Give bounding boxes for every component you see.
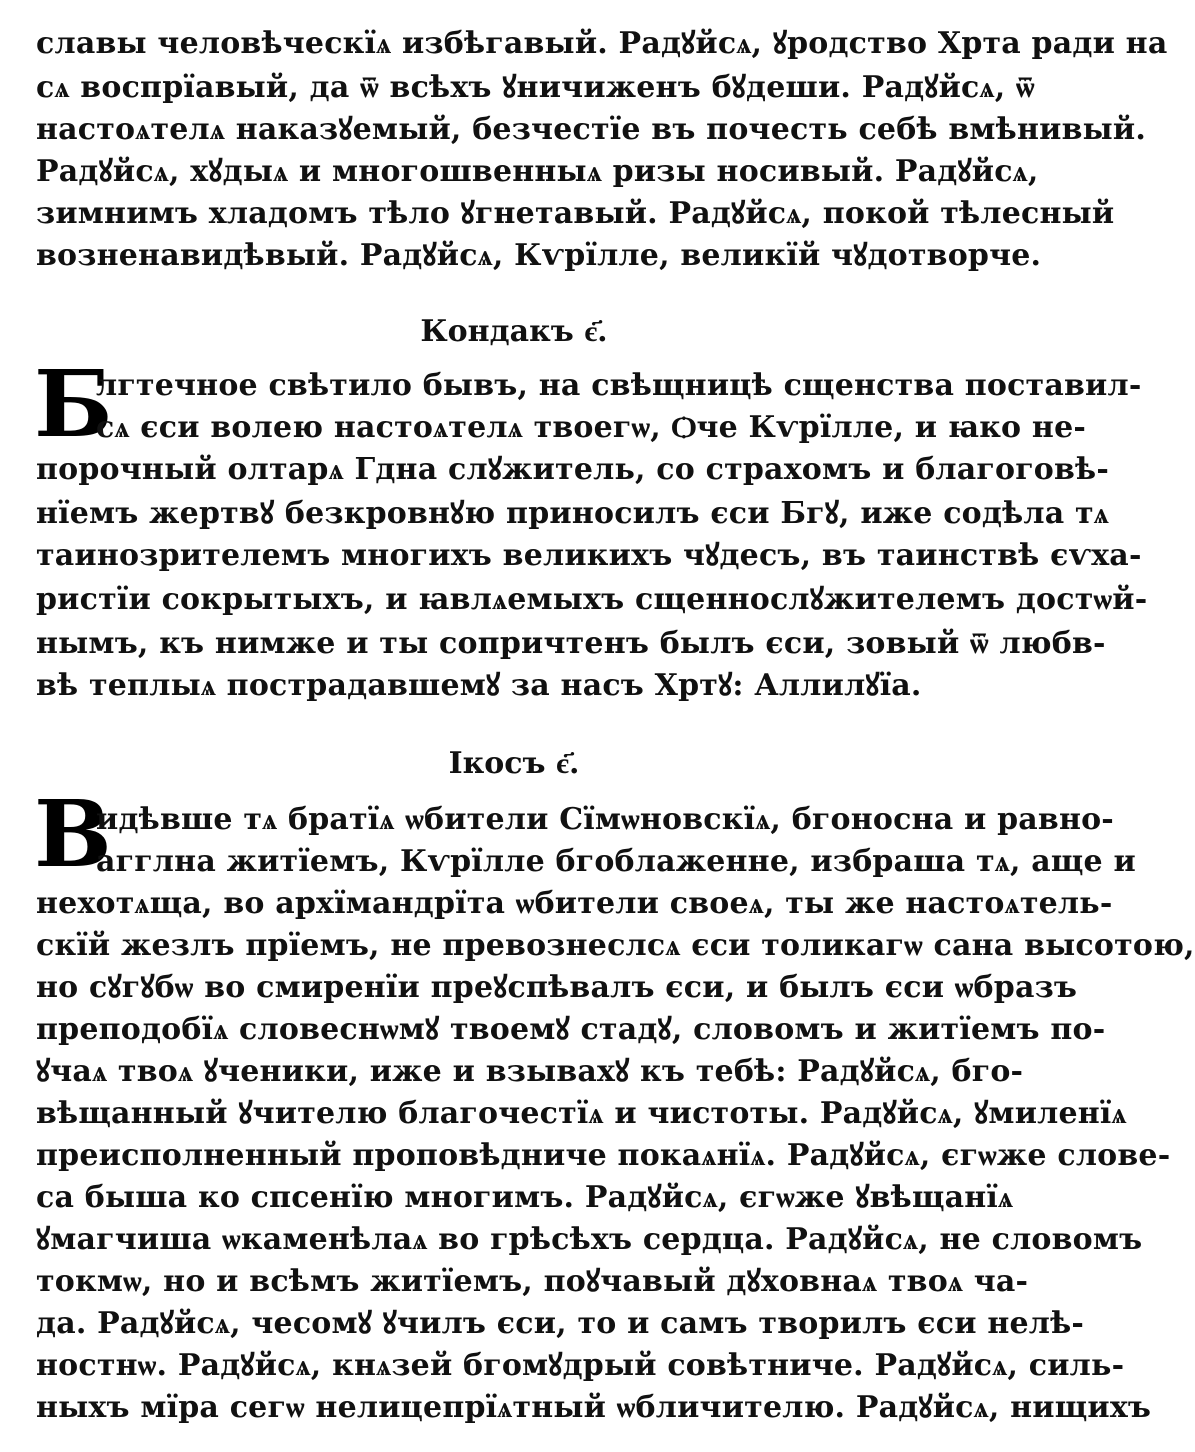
text-line: вѣ теплыѧ пострадавшемꙋ за насъ Хртꙋ: Аллилꙋїа. bbox=[36, 668, 922, 703]
text-line: идѣвше тѧ братїѧ ѡбители Сїмѡновскїѧ, бгоносна и равно- bbox=[96, 802, 1114, 837]
kondak-heading: Кондакъ є҃. bbox=[420, 314, 608, 349]
text-line: Радꙋйсѧ, хꙋдыѧ и многошвенныѧ ризы носивый. Радꙋйсѧ, bbox=[36, 154, 1039, 189]
text-line: таинозрителемъ многихъ великихъ чꙋдесъ, въ таинствѣ єѵха- bbox=[36, 538, 1142, 573]
text-line: нымъ, къ нимже и ты сопричтенъ былъ єси, зовый ѿ любв- bbox=[36, 626, 1106, 661]
text-line: лгтечное свѣтило бывъ, на свѣщницѣ сщенства поставил- bbox=[96, 368, 1142, 403]
text-line: нїемъ жертвꙋ безкровнꙋю приносилъ єси Бгꙋ, иже содѣла тѧ bbox=[36, 496, 1109, 531]
text-line: сѧ єси волею настоѧтелѧ твоегѡ, Ѻче Кѵрїлле, и ꙗко не- bbox=[96, 410, 1087, 445]
text-line: ристїи сокрытыхъ, и ꙗвлѧемыхъ сщеннослꙋжителемъ достѡй- bbox=[36, 582, 1148, 617]
text-line: славы человѣческїѧ избѣгавый. Радꙋйсѧ, ꙋродство Хрта ради на bbox=[36, 26, 1168, 61]
text-line: ностнѡ. Радꙋйсѧ, кнѧзей бгомꙋдрый совѣтниче. Радꙋйсѧ, силь- bbox=[36, 1348, 1125, 1383]
text-line: ꙋчаѧ твоѧ ꙋченики, иже и взывахꙋ къ тебѣ: Радꙋйсѧ, бго- bbox=[36, 1054, 1024, 1089]
text-line: порочный олтарѧ Гдна слꙋжитель, со страхомъ и благоговѣ- bbox=[36, 452, 1109, 487]
text-line: токмѡ, но и всѣмъ житїемъ, поꙋчавый дꙋховнаѧ твоѧ ча- bbox=[36, 1264, 1029, 1299]
text-line: нехотѧща, во архїмандрїта ѡбители своеѧ, ты же настоѧтель- bbox=[36, 886, 1113, 921]
ikos-heading: Ікосъ є҃. bbox=[448, 746, 580, 781]
text-line: скїй жезлъ прїемъ, не превознеслсѧ єси толикагѡ сана высотою, bbox=[36, 928, 1195, 963]
text-line: преподобїѧ словеснѡмꙋ твоемꙋ стадꙋ, словомъ и житїемъ по- bbox=[36, 1012, 1106, 1047]
text-line: но сꙋгꙋбѡ во смиренїи преꙋспѣвалъ єси, и былъ єси ѡбразъ bbox=[36, 970, 1078, 1005]
text-line: вѣщанный ꙋчителю благочестїѧ и чистоты. Радꙋйсѧ, ꙋмиленїѧ bbox=[36, 1096, 1127, 1131]
text-line: сѧ воспрїавый, да ѿ всѣхъ ꙋничиженъ бꙋдеши. Радꙋйсѧ, ѿ bbox=[36, 70, 1035, 105]
ikos-dropcap: В bbox=[34, 780, 112, 888]
text-line: са быша ко спсенїю многимъ. Радꙋйсѧ, єгѡже ꙋвѣщанїѧ bbox=[36, 1180, 1014, 1215]
text-line: преисполненный проповѣдниче покаѧнїѧ. Радꙋйсѧ, єгѡже слове- bbox=[36, 1138, 1171, 1173]
text-line: ныхъ мїра сегѡ нелицепрїѧтный ѡбличителю. Радꙋйсѧ, нищихъ bbox=[36, 1390, 1152, 1425]
text-line: возненавидѣвый. Радꙋйсѧ, Кѵрїлле, великїй чꙋдотворче. bbox=[36, 238, 1042, 273]
kondak-dropcap: Б bbox=[34, 350, 113, 458]
text-line: ꙋмагчиша ѡкаменѣлаѧ во грѣсѣхъ сердца. Радꙋйсѧ, не словомъ bbox=[36, 1222, 1143, 1257]
text-line: зимнимъ хладомъ тѣло ꙋгнетавый. Радꙋйсѧ, покой тѣлесный bbox=[36, 196, 1115, 231]
text-line: агглна житїемъ, Кѵрїлле бгоблаженне, избраша тѧ, аще и bbox=[96, 844, 1136, 879]
text-line: настоѧтелѧ наказꙋемый, безчестїе въ почесть себѣ вмѣнивый. bbox=[36, 112, 1146, 147]
text-line: да. Радꙋйсѧ, чесомꙋ ꙋчилъ єси, то и самъ творилъ єси нелѣ- bbox=[36, 1306, 1085, 1341]
